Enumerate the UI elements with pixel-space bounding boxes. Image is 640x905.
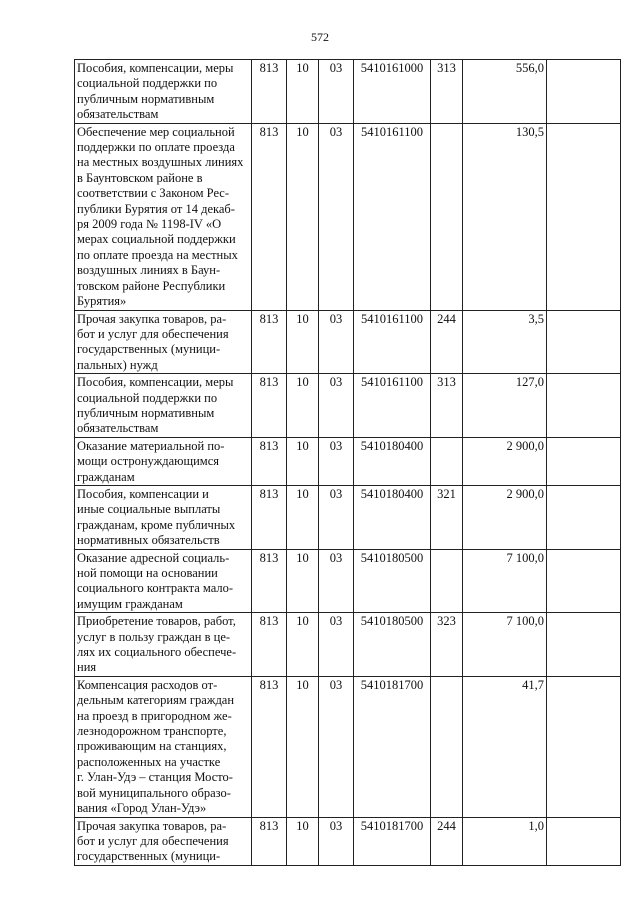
amount-cell: 2 900,0: [463, 437, 547, 485]
item-name-line: бот и услуг для обеспечения: [77, 833, 229, 848]
amount-cell: 7 100,0: [463, 613, 547, 677]
empty-cell: [547, 374, 621, 438]
table-row: [75, 60, 621, 124]
item-name-line: ной помощи на основании: [77, 566, 218, 580]
subsection-cell: 03: [319, 437, 354, 485]
item-name-cell: [75, 613, 252, 677]
item-name-line: Оказание материальной по-: [77, 438, 225, 453]
item-name-line: товском районе Республики: [77, 278, 226, 293]
item-name-line: социального контракта мало-: [77, 581, 234, 596]
empty-cell: [547, 676, 621, 817]
item-name-line: социальной поддержки по: [77, 390, 218, 405]
item-name-line: ния: [77, 660, 97, 675]
target-article-cell: 5410180400: [354, 485, 431, 549]
item-name-cell: [75, 374, 252, 438]
target-article-cell: 5410180400: [354, 437, 431, 485]
amount-cell: 556,0: [463, 60, 547, 124]
admin-code-cell: 813: [252, 613, 287, 677]
table-row: [75, 676, 621, 817]
amount-cell: 127,0: [463, 374, 547, 438]
section-cell: 10: [287, 437, 319, 485]
empty-cell: [547, 437, 621, 485]
item-name-line: Прочая закупка товаров, ра-: [77, 311, 227, 326]
section-cell: 10: [287, 613, 319, 677]
item-name-line: Бурятия»: [77, 294, 127, 309]
target-article-cell: 5410161100: [354, 123, 431, 310]
subsection-cell: 03: [319, 549, 354, 613]
admin-code-cell: 813: [252, 123, 287, 310]
expense-type-cell: 321: [431, 485, 463, 549]
target-article-cell: 5410181700: [354, 817, 431, 865]
expense-type-cell: 313: [431, 60, 463, 124]
expense-type-cell: [431, 549, 463, 613]
subsection-cell: 03: [319, 817, 354, 865]
empty-cell: [547, 485, 621, 549]
amount-cell: 1,0: [463, 817, 547, 865]
item-name-cell: [75, 123, 252, 310]
item-name-line: Оказание адресной социаль-: [77, 550, 230, 565]
item-name-line: воздушных линиях в Баун-: [77, 263, 221, 278]
item-name-line: имущим гражданам: [77, 596, 183, 611]
admin-code-cell: 813: [252, 437, 287, 485]
item-name-line: ря 2009 года № 1198-IV «О: [77, 217, 222, 232]
item-name-line: на проезд в пригородном же-: [77, 708, 232, 723]
table-row: [75, 310, 621, 374]
budget-table: [74, 59, 621, 866]
amount-cell: 130,5: [463, 123, 547, 310]
amount-cell: 41,7: [463, 676, 547, 817]
section-cell: 10: [287, 374, 319, 438]
table-row: [75, 374, 621, 438]
table-row: [75, 485, 621, 549]
item-name-line: мерах социальной поддержки: [77, 232, 236, 247]
section-cell: 10: [287, 123, 319, 310]
item-name-line: Пособия, компенсации и: [77, 486, 209, 501]
page-number: 572: [311, 30, 329, 44]
subsection-cell: 03: [319, 60, 354, 124]
admin-code-cell: 813: [252, 676, 287, 817]
admin-code-cell: 813: [252, 310, 287, 374]
table-row: [75, 437, 621, 485]
item-name-line: поддержки по оплате проезда: [77, 140, 235, 155]
item-name-line: пальных) нужд: [77, 357, 158, 372]
item-name-line: обязательствам: [77, 107, 159, 122]
item-name-line: иные социальные выплаты: [77, 502, 221, 517]
subsection-cell: 03: [319, 374, 354, 438]
empty-cell: [547, 60, 621, 124]
section-cell: 10: [287, 676, 319, 817]
amount-cell: 7 100,0: [463, 549, 547, 613]
item-name-line: мощи остронуждающимся: [77, 454, 220, 469]
expense-type-cell: 244: [431, 817, 463, 865]
item-name-line: г. Улан-Удэ – станция Мосто-: [77, 770, 233, 785]
item-name-line: расположенных на участке: [77, 754, 221, 769]
empty-cell: [547, 123, 621, 310]
expense-type-cell: [431, 123, 463, 310]
target-article-cell: 5410161100: [354, 374, 431, 438]
item-name-cell: [75, 60, 252, 124]
subsection-cell: 03: [319, 613, 354, 677]
item-name-line: государственных (муници-: [77, 849, 221, 864]
item-name-line: проживающим на станциях,: [77, 739, 227, 754]
item-name-line: публичным нормативным: [77, 405, 215, 420]
table-row: [75, 549, 621, 613]
item-name-line: Пособия, компенсации, меры: [77, 375, 234, 390]
item-name-line: Прочая закупка товаров, ра-: [77, 818, 227, 833]
target-article-cell: 5410180500: [354, 613, 431, 677]
item-name-cell: [75, 310, 252, 374]
item-name-line: Приобретение товаров, работ,: [77, 614, 236, 629]
item-name-line: в Баунтовском районе в: [77, 170, 203, 185]
amount-cell: 2 900,0: [463, 485, 547, 549]
item-name-line: Компенсация расходов от-: [77, 677, 218, 692]
expense-type-cell: 323: [431, 613, 463, 677]
table-row: [75, 123, 621, 310]
empty-cell: [547, 310, 621, 374]
admin-code-cell: 813: [252, 60, 287, 124]
item-name-line: бот и услуг для обеспечения: [77, 326, 229, 341]
amount-cell: 3,5: [463, 310, 547, 374]
item-name-line: Обеспечение мер социальной: [77, 124, 235, 139]
admin-code-cell: 813: [252, 549, 287, 613]
section-cell: 10: [287, 485, 319, 549]
admin-code-cell: 813: [252, 485, 287, 549]
expense-type-cell: 244: [431, 310, 463, 374]
section-cell: 10: [287, 549, 319, 613]
item-name-line: по оплате проезда на местных: [77, 247, 238, 262]
item-name-cell: [75, 437, 252, 485]
item-name-line: гражданам, кроме публичных: [77, 517, 236, 532]
item-name-cell: [75, 676, 252, 817]
table-row: [75, 817, 621, 865]
subsection-cell: 03: [319, 123, 354, 310]
target-article-cell: 5410161000: [354, 60, 431, 124]
item-name-line: дельным категориям граждан: [77, 693, 235, 708]
item-name-line: вания «Город Улан-Удэ»: [77, 801, 207, 816]
item-name-line: лезнодорожном транспорте,: [77, 724, 227, 739]
item-name-cell: [75, 485, 252, 549]
item-name-line: лях их социального обеспече-: [77, 645, 237, 660]
table-body: [75, 60, 621, 866]
item-name-line: социальной поддержки по: [77, 76, 218, 91]
section-cell: 10: [287, 310, 319, 374]
subsection-cell: 03: [319, 310, 354, 374]
expense-type-cell: [431, 676, 463, 817]
item-name-line: соответствии с Законом Рес-: [77, 186, 230, 201]
table-row: [75, 613, 621, 677]
item-name-line: Пособия, компенсации, меры: [77, 61, 234, 75]
admin-code-cell: 813: [252, 817, 287, 865]
subsection-cell: 03: [319, 676, 354, 817]
section-cell: 10: [287, 817, 319, 865]
expense-type-cell: 313: [431, 374, 463, 438]
item-name-line: обязательствам: [77, 421, 159, 436]
item-name-line: публики Бурятия от 14 декаб-: [77, 201, 235, 216]
item-name-cell: [75, 549, 252, 613]
empty-cell: [547, 613, 621, 677]
empty-cell: [547, 549, 621, 613]
empty-cell: [547, 817, 621, 865]
item-name-line: услуг в пользу граждан в це-: [77, 629, 231, 644]
section-cell: 10: [287, 60, 319, 124]
item-name-line: нормативных обязательств: [77, 533, 220, 548]
target-article-cell: 5410161100: [354, 310, 431, 374]
target-article-cell: 5410181700: [354, 676, 431, 817]
expense-type-cell: [431, 437, 463, 485]
item-name-line: гражданам: [77, 469, 135, 484]
target-article-cell: 5410180500: [354, 549, 431, 613]
subsection-cell: 03: [319, 485, 354, 549]
item-name-line: вой муниципального образо-: [77, 785, 231, 800]
item-name-cell: [75, 817, 252, 865]
item-name-line: на местных воздушных линиях: [77, 155, 244, 170]
item-name-line: публичным нормативным: [77, 91, 215, 106]
item-name-line: государственных (муници-: [77, 342, 221, 357]
admin-code-cell: 813: [252, 374, 287, 438]
